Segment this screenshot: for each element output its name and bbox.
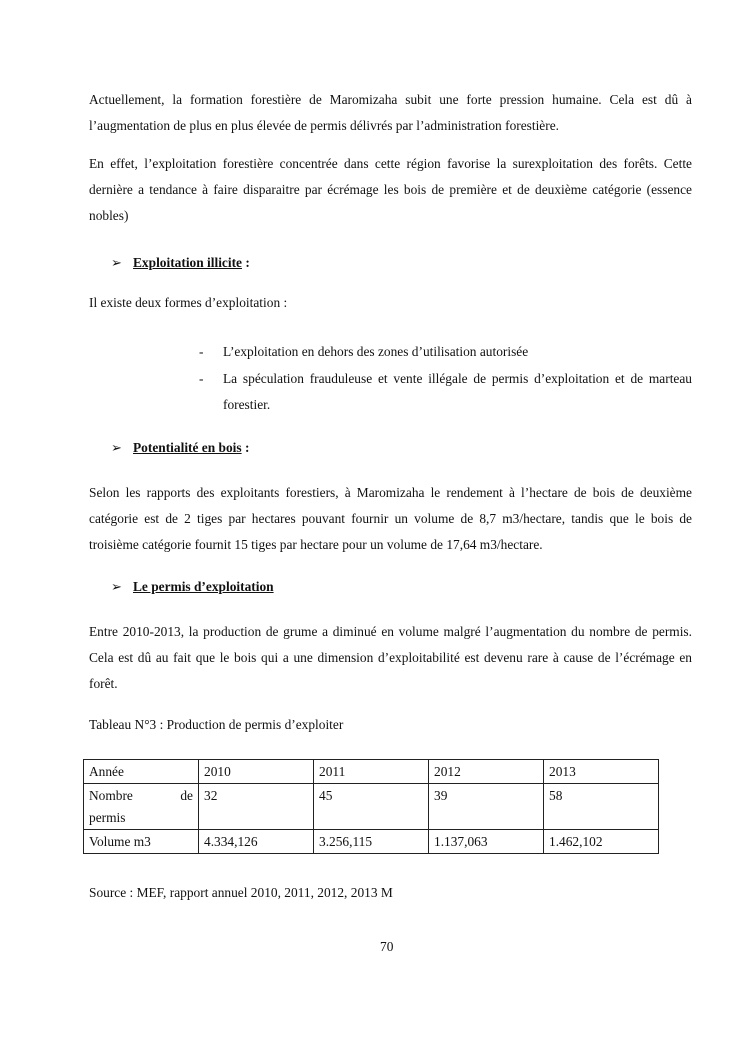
list-item-text: L’exploitation en dehors des zones d’utilisation autorisée xyxy=(223,344,529,359)
dash-marker: - xyxy=(199,344,204,359)
table-row xyxy=(84,784,659,830)
paragraph-rendement: Selon les rapports des exploitants forestiers, à Maromizaha le rendement à l’hectare de bois de deuxième catégorie est de 2 tiges par hectares pouvant fournir un volume de 8,7 m3/hectare, tandis que le bois de troisième catégorie fournit 15 tiges par hectare pour un volume de 17,64 m3/hectare. xyxy=(89,485,692,552)
table-cell: 1.137,063 xyxy=(429,830,544,854)
heading-title: Potentialité en bois xyxy=(133,440,242,455)
heading-suffix: : xyxy=(241,440,250,455)
table-cell: 58 xyxy=(544,784,659,830)
table-cell: 2013 xyxy=(544,760,659,784)
dash-marker: - xyxy=(199,371,204,386)
table-cell: 2010 xyxy=(199,760,314,784)
arrow-bullet-icon: ➢ xyxy=(111,255,122,270)
heading-permis-exploitation xyxy=(111,574,274,600)
table-cell: 45 xyxy=(314,784,429,830)
heading-title: Le permis d’exploitation xyxy=(133,579,274,594)
paragraph-pression-humaine: Actuellement, la formation forestière de Maromizaha subit une forte pression humaine. Cela est dû à l’augmentation de plus en plus élevée de permis délivrés par l’administration forestière. xyxy=(89,92,692,133)
arrow-bullet-icon: ➢ xyxy=(111,440,122,455)
table-cell: 2012 xyxy=(429,760,544,784)
permits-production-table xyxy=(83,759,659,854)
page-number: 70 xyxy=(380,939,394,954)
paragraph-deux-formes: Il existe deux formes d’exploitation : xyxy=(89,295,288,310)
paragraph-surexploitation: En effet, l’exploitation forestière concentrée dans cette région favorise la surexploitation des forêts. Cette dernière a tendance à faire disparaitre par écrémage les bois de première et de deuxième catégorie (essence nobles) xyxy=(89,156,692,223)
table-cell: 32 xyxy=(199,784,314,830)
table-cell: 3.256,115 xyxy=(314,830,429,854)
cell-line: Nombre de xyxy=(89,788,193,803)
table-cell: 39 xyxy=(429,784,544,830)
table-caption: Tableau N°3 : Production de permis d’exploiter xyxy=(89,717,344,732)
table-cell: 1.462,102 xyxy=(544,830,659,854)
heading-suffix: : xyxy=(241,255,250,270)
arrow-bullet-icon: ➢ xyxy=(111,579,122,594)
list-item xyxy=(199,366,692,418)
table-header-cell: Année xyxy=(84,760,199,784)
paragraph-production-grume: Entre 2010-2013, la production de grume a diminué en volume malgré l’augmentation du nombre de permis. Cela est dû au fait que le bois qui a une dimension d’exploitabilité est devenu rare à cause de l’écrémage en forêt. xyxy=(89,624,692,691)
table-cell: 2011 xyxy=(314,760,429,784)
heading-exploitation-illicite xyxy=(111,250,250,276)
table-row xyxy=(84,830,659,854)
cell-line: permis xyxy=(89,810,126,825)
table-source: Source : MEF, rapport annuel 2010, 2011, 2012, 2013 M xyxy=(89,885,393,900)
table-header-cell: Volume m3 xyxy=(84,830,199,854)
heading-potentialite-bois xyxy=(111,435,249,461)
list-item xyxy=(199,339,692,365)
table-cell: 4.334,126 xyxy=(199,830,314,854)
table-row xyxy=(84,760,659,784)
heading-title: Exploitation illicite xyxy=(133,255,242,270)
list-item-text: La spéculation frauduleuse et vente illégale de permis d’exploitation et de marteau forestier. xyxy=(223,371,692,412)
table-header-cell xyxy=(84,784,199,830)
